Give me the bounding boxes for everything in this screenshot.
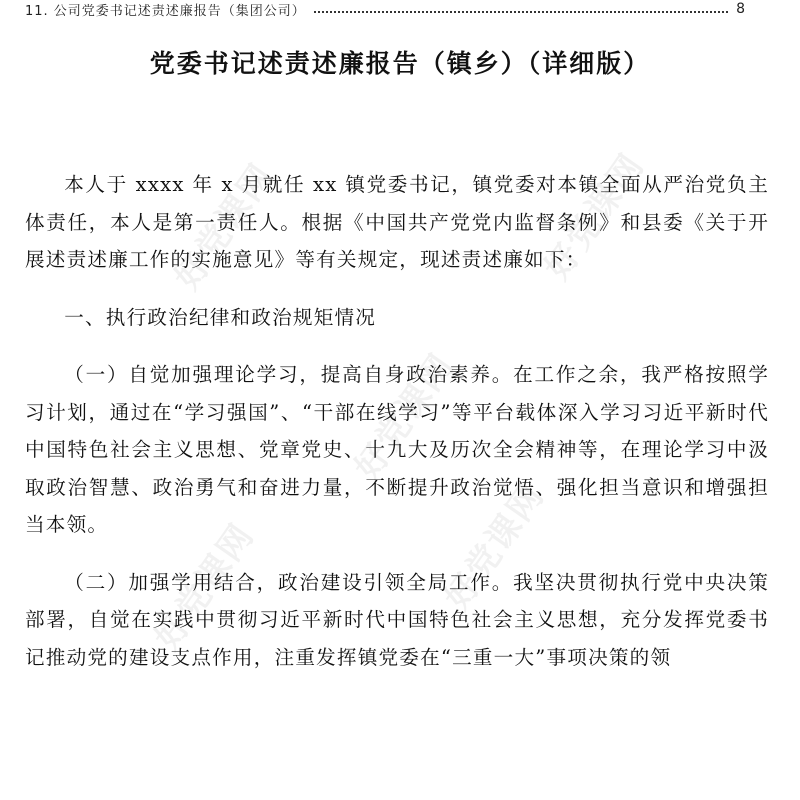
watermark-text: 好党课网 — [167, 156, 283, 297]
toc-dot-leader — [314, 1, 728, 13]
watermark-text: 好党课网 — [347, 346, 463, 487]
toc-page-number: 8 — [736, 1, 745, 17]
toc-entry-title: 11. 公司党委书记述责述廉报告（集团公司） — [25, 3, 306, 19]
document-title: 党委书记述责述廉报告（镇乡）（详细版） — [149, 49, 651, 78]
subsection-paragraph-1: （一）自觉加强理论学习，提高自身政治素养。在工作之余，我严格按照学习计划，通过在“学习强国”、“干部在线学习”等平台载体深入学习习近平新时代中国特色社会主义思想、党章党史、十九大及历次全会精神等，在理论学习中汲取政治智慧、政治勇气和奋进力量，不断提升政治觉悟、强化担当意识和增强担当本领。 — [25, 363, 769, 536]
toc-entry[interactable] — [25, 0, 745, 18]
intro-paragraph: 本人于 xxxx 年 x 月就任 xx 镇党委书记，镇党委对本镇全面从严治党负主体责任，本人是第一责任人。根据《中国共产党党内监督条例》和县委《关于开展述责述廉工作的实施意见》等有关规定，现述责述廉如下： — [25, 173, 769, 271]
document-body — [25, 166, 769, 676]
watermark-text: 好党课网 — [437, 476, 553, 617]
watermark-text: 好党课网 — [537, 146, 653, 287]
watermark-text: 好党课网 — [147, 516, 263, 657]
section-heading-1: 一、执行政治纪律和政治规矩情况 — [64, 305, 377, 329]
subsection-paragraph-2: （二）加强学用结合，政治建设引领全局工作。我坚决贯彻执行党中央决策部署，自觉在实践中贯彻习近平新时代中国特色社会主义思想，充分发挥党委书记推动党的建设支点作用，注重发挥镇党委在“三重一大”事项决策的领 — [25, 570, 769, 669]
